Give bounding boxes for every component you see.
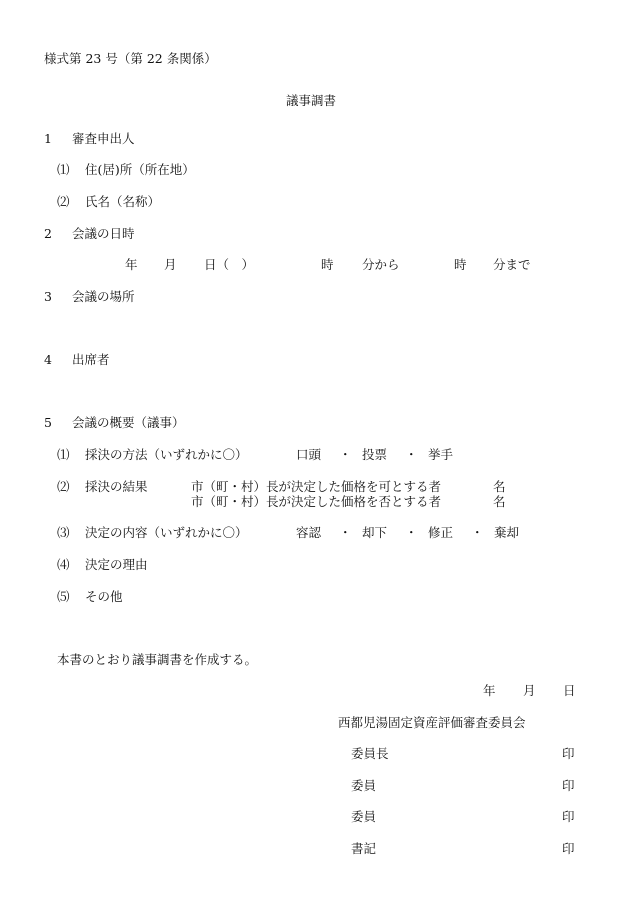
closing-statement: 本書のとおり議事調書を作成する。 [57, 652, 258, 667]
seal-mark: 印 [562, 809, 575, 824]
section-3-heading: 会議の場所 [72, 289, 135, 304]
item-5-3-number: ⑶ [57, 525, 70, 540]
item-1-2-label: 氏名（名称） [85, 194, 161, 209]
section-5-heading: 会議の概要（議事） [72, 415, 185, 430]
item-1-1-label: 住(居)所（所在地） [85, 162, 195, 177]
date-year: 年 [125, 257, 138, 272]
item-5-4-number: ⑷ [57, 557, 70, 572]
section-2-heading: 会議の日時 [72, 226, 135, 241]
seal-mark: 印 [562, 746, 575, 761]
content-option-dismiss: 棄却 [494, 525, 520, 540]
section-1-heading: 審査申出人 [72, 131, 135, 146]
item-1-2-number: ⑵ [57, 194, 70, 209]
item-5-3-label: 決定の内容（いずれかに〇） [85, 525, 248, 540]
signer-role-member: 委員 [351, 778, 377, 793]
result-reject-unit: 名 [493, 494, 506, 509]
signer-role-secretary: 書記 [351, 841, 377, 856]
method-separator: ・ [405, 447, 418, 462]
result-approve-line: 市（町・村）長が決定した価格を可とする者 [191, 479, 442, 494]
content-option-approve: 容認 [296, 525, 322, 540]
section-4-number: 4 [44, 352, 52, 367]
closing-date-year: 年 [483, 683, 496, 698]
content-separator: ・ [405, 525, 418, 540]
method-option-ballot: 投票 [362, 447, 388, 462]
content-option-reject: 却下 [362, 525, 388, 540]
item-5-1-label: 採決の方法（いずれかに〇） [85, 447, 248, 462]
item-1-1-number: ⑴ [57, 162, 70, 177]
item-5-2-number: ⑵ [57, 479, 70, 494]
section-3-number: 3 [44, 289, 52, 304]
time-end-minute: 分まで [493, 257, 531, 272]
section-1-number: 1 [44, 131, 52, 146]
section-4-heading: 出席者 [72, 352, 110, 367]
section-5-number: 5 [44, 415, 52, 430]
seal-mark: 印 [562, 841, 575, 856]
content-separator: ・ [339, 525, 352, 540]
time-end-hour: 時 [454, 257, 467, 272]
closing-date-month: 月 [523, 683, 536, 698]
section-2-number: 2 [44, 226, 52, 241]
item-5-5-label: その他 [85, 589, 123, 604]
method-option-show-of-hands: 挙手 [428, 447, 454, 462]
method-option-oral: 口頭 [296, 447, 322, 462]
item-5-1-number: ⑴ [57, 447, 70, 462]
item-5-5-number: ⑸ [57, 589, 70, 604]
date-day: 日（ ） [204, 257, 255, 272]
date-month: 月 [164, 257, 177, 272]
content-option-amend: 修正 [428, 525, 454, 540]
result-reject-line: 市（町・村）長が決定した価格を否とする者 [191, 494, 442, 509]
result-approve-unit: 名 [493, 479, 506, 494]
content-separator: ・ [471, 525, 484, 540]
closing-date-day: 日 [563, 683, 576, 698]
item-5-2-label: 採決の結果 [85, 479, 148, 494]
method-separator: ・ [339, 447, 352, 462]
committee-name: 西都児湯固定資産評価審査委員会 [338, 715, 526, 730]
signer-role-chair: 委員長 [351, 746, 389, 761]
signer-role-member: 委員 [351, 809, 377, 824]
document-title: 議事調書 [286, 93, 337, 108]
seal-mark: 印 [562, 778, 575, 793]
form-number: 様式第 23 号（第 22 条関係） [44, 51, 217, 66]
item-5-4-label: 決定の理由 [85, 557, 148, 572]
time-start-hour: 時 [321, 257, 334, 272]
time-start-minute: 分から [362, 257, 400, 272]
